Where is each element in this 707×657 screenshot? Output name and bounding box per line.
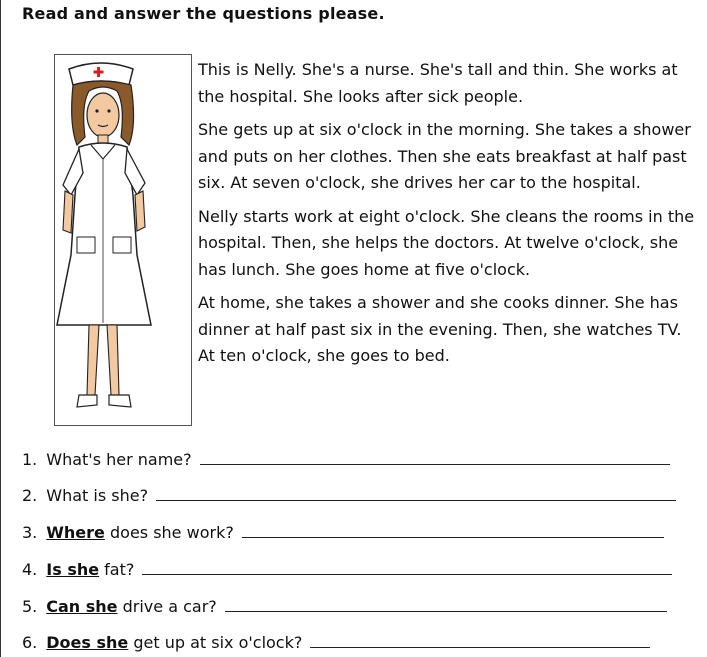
question-keyword: Where: [46, 523, 105, 542]
nurse-illustration: [54, 54, 192, 426]
worksheet-heading: Read and answer the questions please.: [22, 4, 385, 23]
question-number: 6.: [22, 633, 38, 652]
question-3: [22, 523, 664, 542]
answer-line-1[interactable]: [200, 450, 670, 465]
passage-paragraph-4: At home, she takes a shower and she cooks dinner. She has dinner at half past six in the evening. Then, she watches TV. At ten o'clock, she goes to bed.: [198, 293, 682, 365]
answer-line-6[interactable]: [310, 633, 650, 648]
question-number: 3.: [22, 523, 38, 542]
question-text: fat?: [99, 560, 135, 579]
question-keyword: Does she: [46, 633, 129, 652]
answer-line-2[interactable]: [156, 486, 676, 501]
passage-paragraph-3: Nelly starts work at eight o'clock. She cleans the rooms in the hospital. Then, she helps the doctors. At twelve o'clock, she has lunch. She goes home at five o'clock.: [198, 206, 695, 279]
question-1: [22, 450, 670, 469]
question-text: What's her name?: [46, 450, 192, 469]
question-number: 4.: [22, 560, 38, 579]
passage-paragraph-1: This is Nelly. She's a nurse. She's tall and thin. She works at the hospital. She looks after sick people.: [198, 60, 678, 106]
question-keyword: Can she: [46, 597, 118, 616]
question-number: 5.: [22, 597, 38, 616]
nurse-drawing: [55, 55, 191, 425]
passage-paragraph-2: She gets up at six o'clock in the morning. She takes a shower and puts on her clothes. Then she eats breakfast at half past six. At seven o'clock, she drives her car to the hospital.: [198, 120, 691, 192]
question-text: What is she?: [46, 486, 149, 505]
question-text: get up at six o'clock?: [128, 633, 303, 652]
question-4: [22, 560, 672, 579]
answer-line-5[interactable]: [225, 597, 667, 612]
question-keyword: Is she: [46, 560, 100, 579]
question-number: 2.: [22, 486, 38, 505]
question-number: 1.: [22, 450, 38, 469]
answer-line-4[interactable]: [142, 560, 672, 575]
question-text: does she work?: [104, 523, 234, 542]
question-text: drive a car?: [117, 597, 217, 616]
reading-passage: [198, 57, 698, 377]
question-5: [22, 597, 667, 616]
question-2: [22, 486, 676, 505]
question-6: [22, 633, 650, 652]
answer-line-3[interactable]: [242, 523, 664, 538]
